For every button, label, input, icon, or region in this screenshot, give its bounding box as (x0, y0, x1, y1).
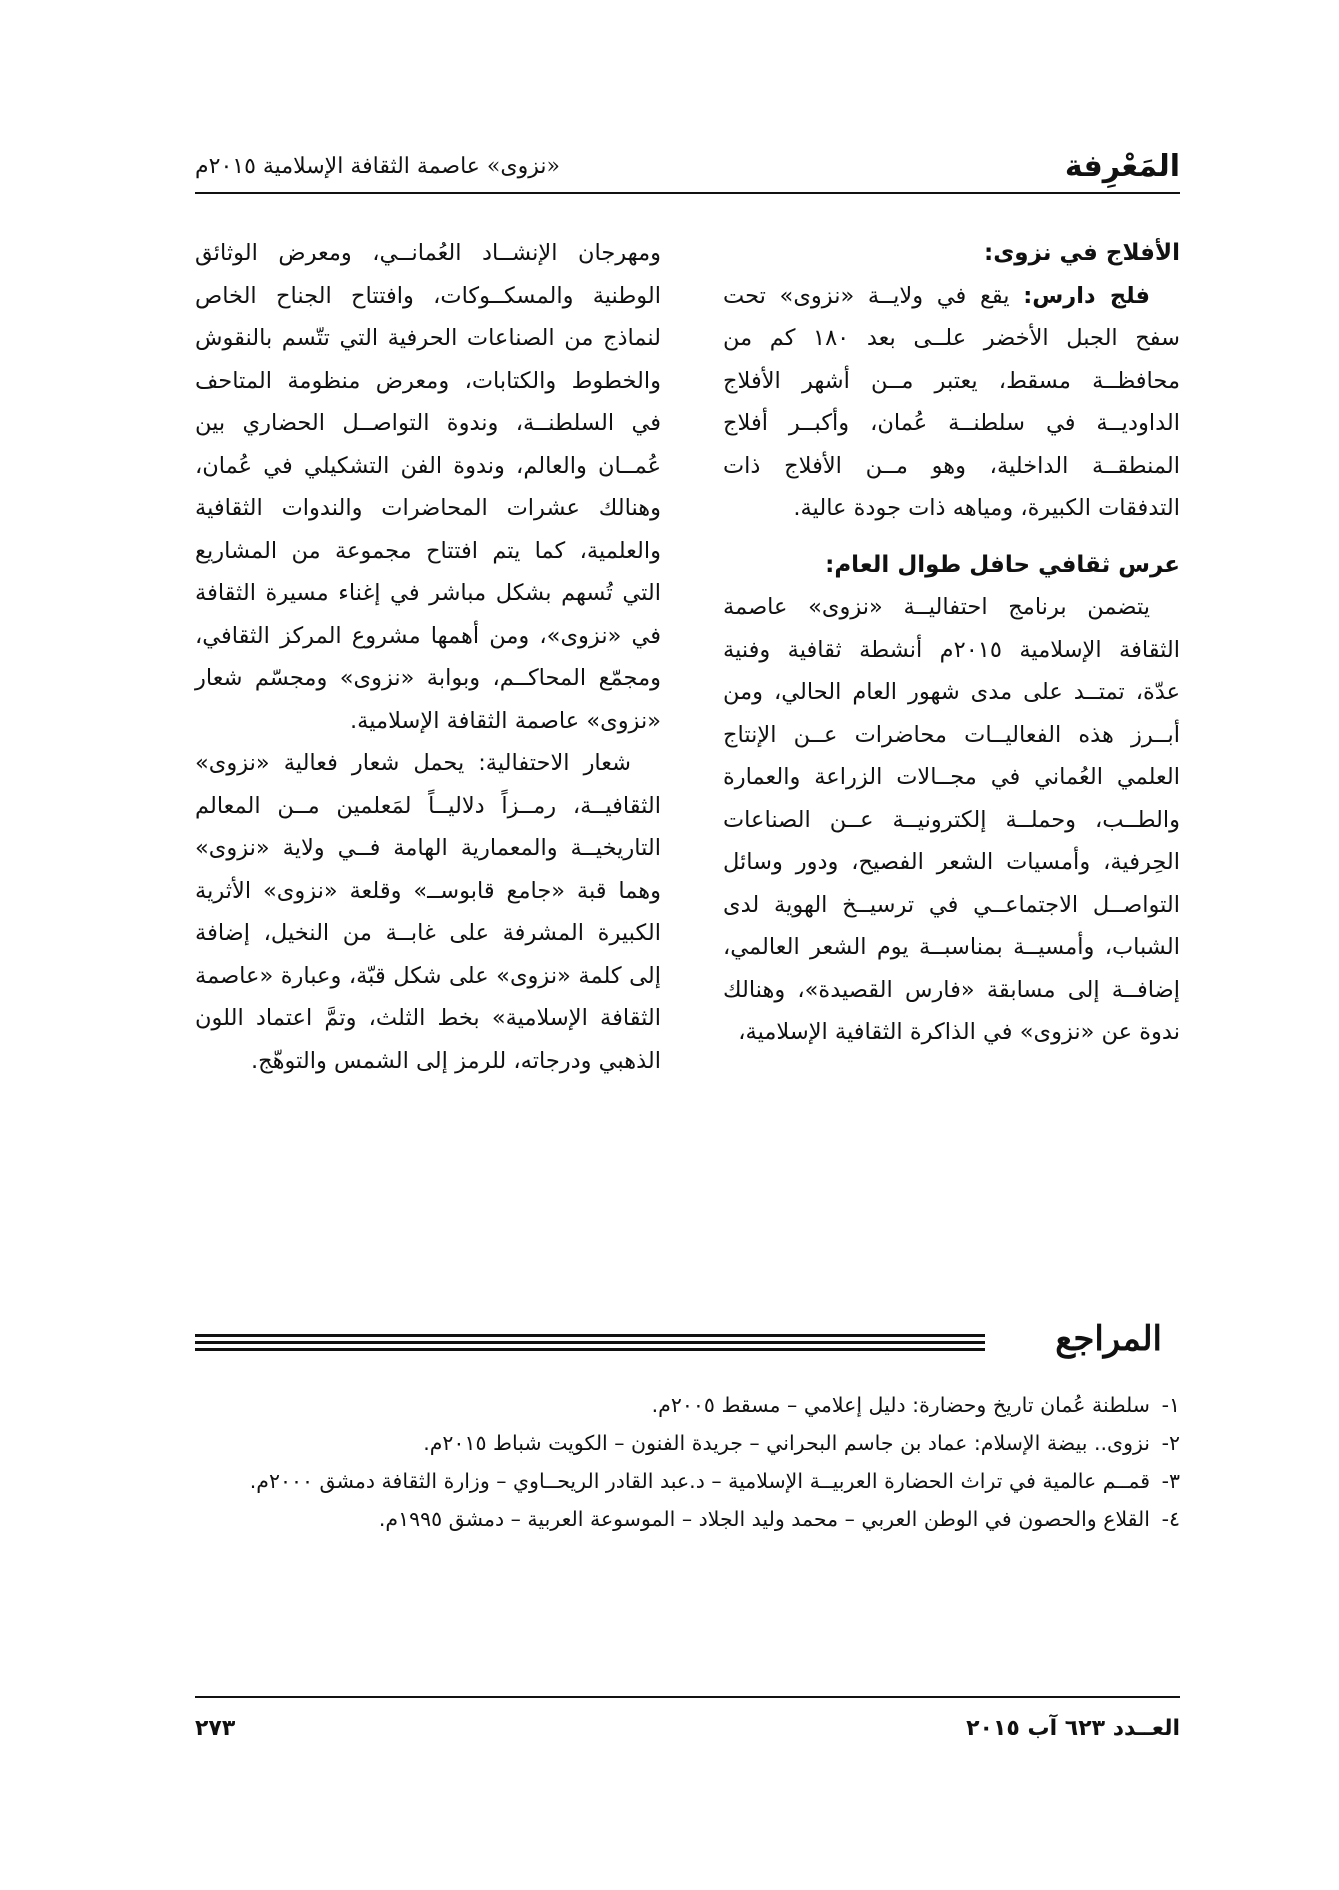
page-footer (195, 1712, 1180, 1746)
references-list (195, 1386, 1180, 1538)
references-title: المراجع (1055, 1319, 1162, 1359)
reference-number: ٤- (1161, 1507, 1180, 1531)
references-header (195, 1313, 1180, 1369)
page-header (195, 150, 1180, 184)
paragraph-lead: فلج دارس: (1023, 282, 1150, 309)
reference-item (195, 1462, 1180, 1500)
reference-text: نزوى.. بيضة الإسلام: عماد بن جاسم البحراني – جريدة الفنون – الكويت شباط ٢٠١٥م. (423, 1431, 1150, 1455)
reference-text: قمــم عالمية في تراث الحضارة العربيــة الإسلامية – د.عبد القادر الريحــاوي – وزارة الثقافة دمشق ٢٠٠٠م. (249, 1469, 1150, 1493)
reference-item (195, 1386, 1180, 1424)
reference-item (195, 1500, 1180, 1538)
paragraph-continuation: ومهرجان الإنشــاد العُمانــي، ومعرض الوثائق الوطنية والمسكــوكات، وافتتاح الجناح الخاص لنماذج من الصناعات الحرفية التي تتّسم بالنقوش والخطوط والكتابات، ومعرض منظومة المتاحف في السلطنــة، وندوة التواصــل الحضاري بين عُمــان والعالم، وندوة الفن التشكيلي في عُمان، وهنالك عشرات المحاضرات والندوات الثقافية والعلمية، كما يتم افتتاح مجموعة من المشاريع التي تُسهم بشكل مباشر في إغناء مسيرة الثقافة في «نزوى»، ومن أهمها مشروع المركز الثقافي، ومجمّع المحاكــم، وبوابة «نزوى» ومجسّم شعار «نزوى» عاصمة الثقافة الإسلامية. (195, 240, 661, 734)
paragraph-text: يقع في ولايــة «نزوى» تحت سفح الجبل الأخضر علــى بعد ١٨٠ كم من محافظــة مسقط، يعتبر مــن أشهر الأفلاج الداوديــة في سلطنــة عُمان، وأكبــر أفلاج المنطقــة الداخلية، وهو مــن الأفلاج ذات التدفقات الكبيرة، ومياهه ذات جودة عالية. (723, 282, 1181, 521)
reference-number: ٣- (1161, 1469, 1180, 1493)
reference-text: القلاع والحصون في الوطن العربي – محمد وليد الجلاد – الموسوعة العربية – دمشق ١٩٩٥م. (378, 1507, 1150, 1531)
left-column (195, 232, 661, 1082)
reference-number: ١- (1161, 1393, 1180, 1417)
running-title: «نزوى» عاصمة الثقافة الإسلامية ٢٠١٥م (195, 154, 560, 179)
issue-info: العــدد ٦٢٣ آب ٢٠١٥ (966, 1716, 1180, 1741)
section-heading-aflaj: الأفلاج في نزوى: (984, 240, 1180, 266)
references-rule (195, 1334, 985, 1355)
reference-number: ٢- (1161, 1431, 1180, 1455)
header-rule (195, 192, 1180, 194)
reference-text: سلطنة عُمان تاريخ وحضارة: دليل إعلامي – مسقط ٢٠٠٥م. (651, 1393, 1150, 1417)
right-column (723, 232, 1180, 1054)
paragraph-falaj-daris (723, 275, 1180, 530)
reference-item (195, 1424, 1180, 1462)
footer-rule (195, 1696, 1180, 1698)
page-number: ٢٧٣ (195, 1716, 236, 1741)
paragraph-logo: شعار الاحتفالية: يحمل شعار فعالية «نزوى» الثقافيــة، رمــزاً دلاليــاً لمَعلمين مــن المعالم التاريخيــة والمعمارية الهامة فــي ولاية «نزوى» وهما قبة «جامع قابوســ» وقلعة «نزوى» الأثرية الكبيرة المشرفة على غابــة من النخيل، إضافة إلى كلمة «نزوى» على شكل قبّة، وعبارة «عاصمة الثقافة الإسلامية» بخط الثلث، وتمَّ اعتماد اللون الذهبي ودرجاته، للرمز إلى الشمس والتوهّج. (195, 750, 661, 1074)
section-heading-cultural-festival: عرس ثقافي حافل طوال العام: (825, 551, 1180, 578)
magazine-logo: المَعْرِفة (1064, 149, 1180, 184)
paragraph-program: يتضمن برنامج احتفاليــة «نزوى» عاصمة الثقافة الإسلامية ٢٠١٥م أنشطة ثقافية وفنية عدّة، تمتــد على مدى شهور العام الحالي، ومن أبــرز هذه الفعاليــات محاضرات عــن الإنتاج العلمي العُماني في مجــالات الزراعة والعمارة والطــب، وحملــة إلكترونيــة عــن الصناعات الحِرفية، وأمسيات الشعر الفصيح، ودور وسائل التواصــل الاجتماعــي في ترسيــخ الهوية لدى الشباب، وأمسيــة بمناسبــة يوم الشعر العالمي، إضافــة إلى مسابقة «فارس القصيدة»، وهنالك ندوة عن «نزوى» في الذاكرة الثقافية الإسلامية، (723, 594, 1180, 1045)
